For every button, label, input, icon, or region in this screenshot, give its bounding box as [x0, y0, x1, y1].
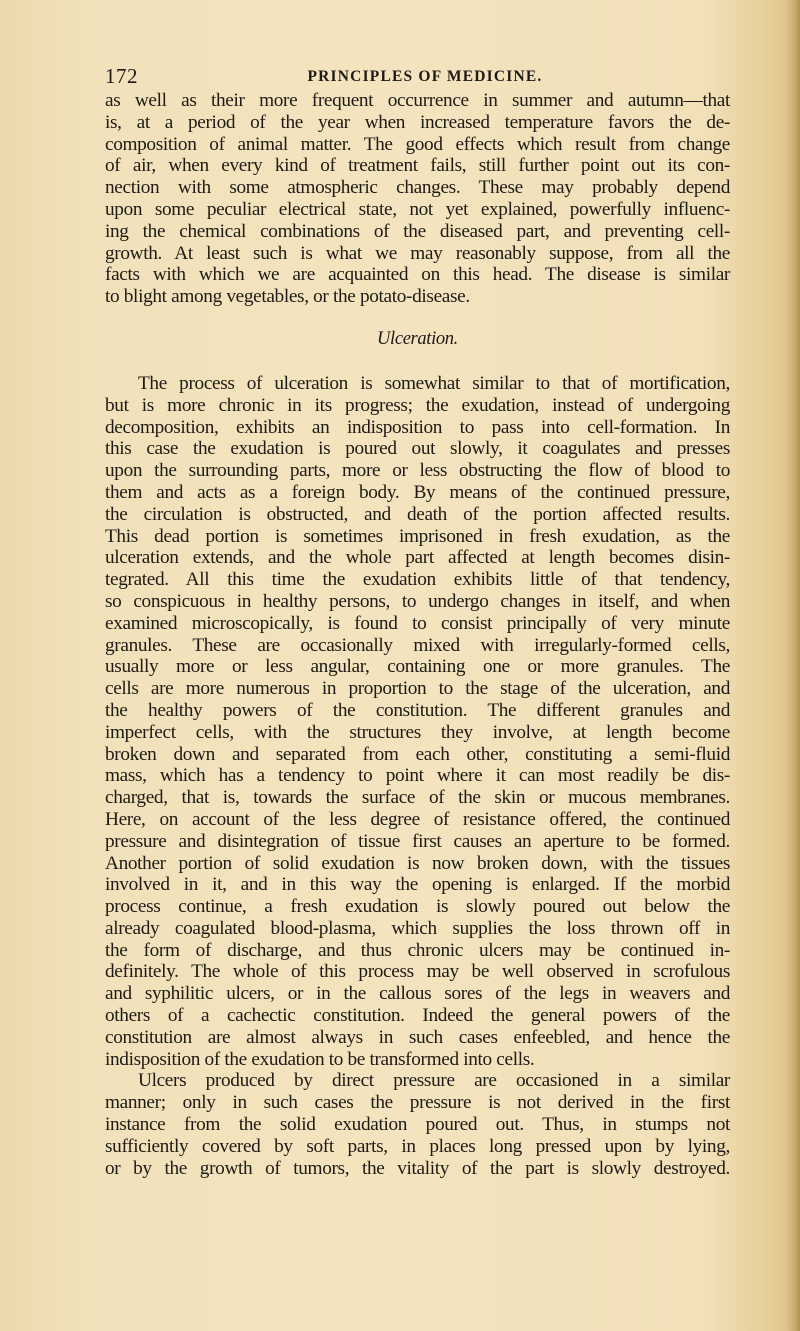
text-line: constitution are almost always in such cases enfeebled, and hence the: [105, 1026, 730, 1048]
paragraph-1: [105, 90, 730, 308]
text-line: charged, that is, towards the surface of the skin or mucous membranes.: [105, 787, 730, 809]
text-line: nection with some atmospheric changes. These may probably depend: [105, 177, 730, 199]
text-line: The process of ulceration is somewhat similar to that of mortification,: [138, 372, 730, 394]
text-line: manner; only in such cases the pressure is not derived in the first: [105, 1092, 730, 1114]
text-line: to blight among vegetables, or the potato-disease.: [105, 286, 470, 308]
text-line: is, at a period of the year when increased temperature favors the de-: [105, 111, 730, 133]
text-line: ing the chemical combinations of the diseased part, and preventing cell-: [105, 220, 730, 242]
text-line: the circulation is obstructed, and death of the portion affected results.: [105, 503, 730, 525]
paragraph-2: [105, 373, 730, 1071]
text-line: usually more or less angular, containing one or more granules. The: [105, 656, 730, 678]
text-line: others of a cachectic constitution. Indeed the general powers of the: [105, 1005, 730, 1027]
text-line: instance from the solid exudation poured out. Thus, in stumps not: [105, 1114, 730, 1136]
text-line: sufficiently covered by soft parts, in places long pressed upon by lying,: [105, 1135, 730, 1157]
text-line: granules. These are occasionally mixed with irregularly-formed cells,: [105, 634, 730, 656]
text-line: the form of discharge, and thus chronic ulcers may be continued in-: [105, 939, 730, 961]
text-line: growth. At least such is what we may reasonably suppose, from all the: [105, 242, 730, 264]
text-line: pressure and disintegration of tissue first causes an aperture to be formed.: [105, 830, 730, 852]
running-title: PRINCIPLES OF MEDICINE.: [307, 67, 543, 86]
text-line: facts with which we are acquainted on this head. The disease is similar: [105, 264, 730, 286]
text-line: Another portion of solid exudation is now broken down, with the tissues: [105, 852, 730, 874]
text-line: involved in it, and in this way the opening is enlarged. If the morbid: [105, 874, 730, 896]
text-line: composition of animal matter. The good effects which result from change: [105, 133, 730, 155]
text-line: this case the exudation is poured out slowly, it coagulates and presses: [105, 438, 730, 460]
page-edge-shadow: [786, 0, 800, 1331]
text-line: so conspicuous in healthy persons, to undergo changes in itself, and when: [105, 590, 730, 612]
text-line: cells are more numerous in proportion to the stage of the ulceration, and: [105, 678, 730, 700]
text-line: This dead portion is sometimes imprisoned in fresh exudation, as the: [105, 525, 730, 547]
text-line: the healthy powers of the constitution. The different granules and: [105, 699, 730, 721]
page-body: [105, 90, 730, 1179]
text-line: as well as their more frequent occurrence in summer and autumn—that: [105, 90, 730, 111]
text-line: or by the growth of tumors, the vitality of the part is slowly destroyed.: [105, 1157, 730, 1179]
page-number: 172: [105, 64, 138, 88]
section-heading: Ulceration.: [377, 328, 458, 349]
text-line: of air, when every kind of treatment fails, still further point out its con-: [105, 155, 730, 177]
text-line: broken down and separated from each other, constituting a semi-fluid: [105, 743, 730, 765]
text-line: them and acts as a foreign body. By means of the continued pressure,: [105, 481, 730, 503]
text-line: already coagulated blood-plasma, which supplies the loss thrown off in: [105, 917, 730, 939]
text-line: Here, on account of the less degree of resistance offered, the continued: [105, 808, 730, 830]
text-line: examined microscopically, is found to consist principally of very minute: [105, 612, 730, 634]
text-line: ulceration extends, and the whole part affected at length becomes disin-: [105, 547, 730, 569]
text-line: imperfect cells, with the structures they involve, at length become: [105, 721, 730, 743]
text-line: definitely. The whole of this process may be well observed in scrofulous: [105, 961, 730, 983]
text-line: tegrated. All this time the exudation exhibits little of that tendency,: [105, 569, 730, 591]
text-line: Ulcers produced by direct pressure are occasioned in a similar: [138, 1070, 730, 1092]
text-line: indisposition of the exudation to be transformed into cells.: [105, 1048, 535, 1070]
text-line: and syphilitic ulcers, or in the callous sores of the legs in weavers and: [105, 983, 730, 1005]
paragraph-3: [105, 1070, 730, 1179]
text-line: but is more chronic in its progress; the exudation, instead of undergoing: [105, 394, 730, 416]
text-line: upon some peculiar electrical state, not yet explained, powerfully influenc-: [105, 198, 730, 220]
text-line: mass, which has a tendency to point where it can most readily be dis-: [105, 765, 730, 787]
text-line: process continue, a fresh exudation is slowly poured out below the: [105, 896, 730, 918]
text-line: decomposition, exhibits an indisposition to pass into cell-formation. In: [105, 416, 730, 438]
text-line: upon the surrounding parts, more or less obstructing the flow of blood to: [105, 460, 730, 482]
